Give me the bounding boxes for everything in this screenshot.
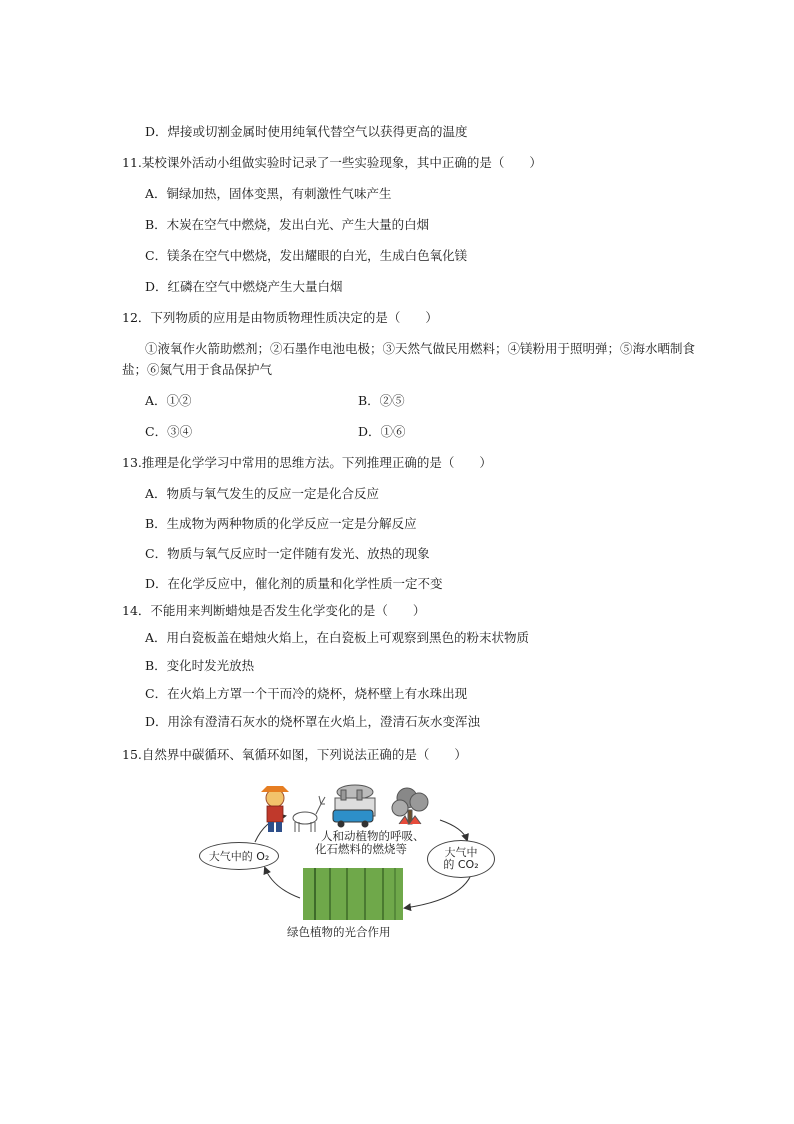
q12-stem: 12．下列物质的应用是由物质物理性质决定的是（ ） — [122, 310, 438, 325]
forest-image — [303, 868, 403, 920]
q13-option-b: B．生成物为两种物质的化学反应一定是分解反应 — [145, 516, 417, 531]
q12-option-b: B．②⑤ — [358, 393, 405, 408]
deer-icon — [293, 796, 325, 832]
arrow-photosynthesis-to-o2 — [265, 868, 300, 898]
arrow-co2-to-photosynthesis — [405, 875, 471, 908]
q10-option-d: D．焊接或切割金属时使用纯氧代替空气以获得更高的温度 — [145, 124, 468, 139]
q12-option-a: A．①② — [145, 393, 192, 408]
q12-option-c: C．③④ — [145, 424, 193, 439]
arrow-respiration-to-co2 — [440, 820, 467, 840]
q14-option-b: B．变化时发光放热 — [145, 658, 255, 673]
carbon-oxygen-cycle-diagram — [195, 780, 535, 940]
q14-stem: 14．不能用来判断蜡烛是否发生化学变化的是（ ） — [122, 603, 426, 618]
q11-option-d: D．红磷在空气中燃烧产生大量白烟 — [145, 279, 343, 294]
respiration-label-line1: 人和动植物的呼吸、 — [321, 829, 425, 843]
atmosphere-co2-label-line2: 的 CO₂ — [443, 858, 479, 871]
photosynthesis-label: 绿色植物的光合作用 — [287, 925, 391, 939]
respiration-label-line2: 化石燃料的燃烧等 — [315, 842, 407, 856]
q14-option-d: D．用涂有澄清石灰水的烧杯罩在火焰上，澄清石灰水变浑浊 — [145, 714, 481, 729]
q12-body-line2: 盐；⑥氮气用于食品保护气 — [122, 362, 273, 377]
atmosphere-o2-label: 大气中的 O₂ — [208, 850, 270, 863]
q12-body-line1: ①液氧作火箭助燃剂；②石墨作电池电极；③天然气做民用燃料；④镁粉用于照明弹；⑤海水晒制食 — [145, 341, 696, 356]
q11-option-c: C．镁条在空气中燃烧，发出耀眼的白光，生成白色氧化镁 — [145, 248, 468, 263]
q12-option-d: D．①⑥ — [358, 424, 406, 439]
q13-option-d: D．在化学反应中，催化剂的质量和化学性质一定不变 — [145, 576, 443, 591]
q14-option-a: A．用白瓷板盖在蜡烛火焰上，在白瓷板上可观察到黑色的粉末状物质 — [145, 630, 530, 645]
q11-stem: 11.某校课外活动小组做实验时记录了一些实验现象，其中正确的是（ ） — [122, 155, 542, 170]
q13-stem: 13.推理是化学学习中常用的思维方法。下列推理正确的是（ ） — [122, 455, 492, 470]
atmosphere-co2-node — [427, 840, 495, 878]
q11-option-b: B．木炭在空气中燃烧，发出白光、产生大量的白烟 — [145, 217, 430, 232]
q15-stem: 15.自然界中碳循环、氧循环如图，下列说法正确的是（ ） — [122, 747, 467, 762]
car-icon — [333, 810, 373, 827]
q13-option-c: C．物质与氧气反应时一定伴随有发光、放热的现象 — [145, 546, 430, 561]
atmosphere-o2-node — [199, 842, 279, 870]
atmosphere-co2-label-line1: 大气中 — [444, 846, 478, 859]
q11-option-a: A．铜绿加热，固体变黑，有刺激性气味产生 — [145, 186, 392, 201]
q13-option-a: A．物质与氧气发生的反应一定是化合反应 — [145, 486, 380, 501]
person-icon — [261, 786, 289, 832]
burning-tree-icon — [392, 788, 428, 824]
q14-option-c: C．在火焰上方罩一个干而冷的烧杯，烧杯壁上有水珠出现 — [145, 686, 468, 701]
